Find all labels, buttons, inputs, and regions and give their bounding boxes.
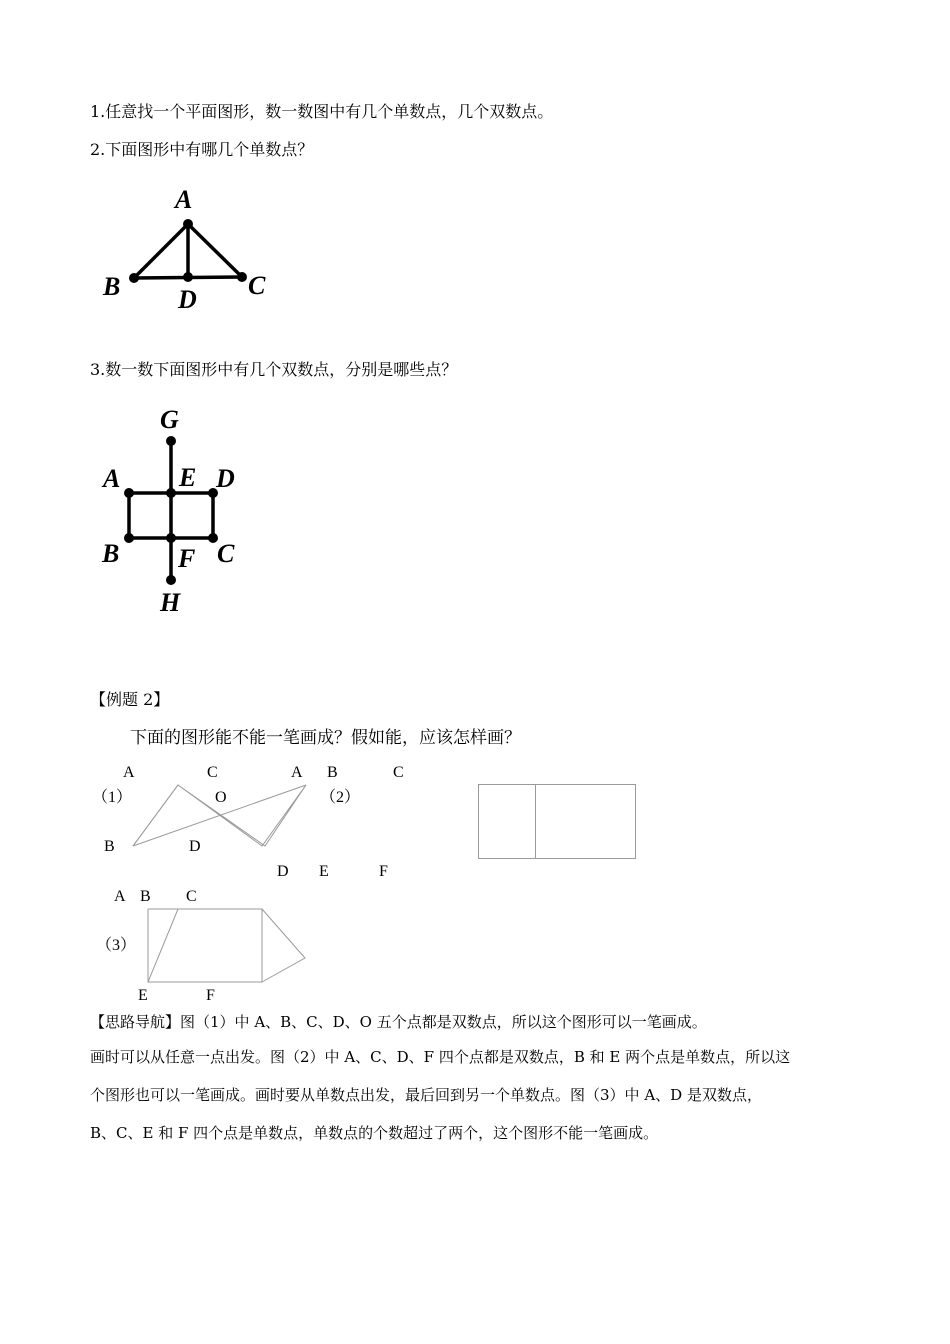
fig1-label-b: B xyxy=(103,272,121,301)
fig2-label-f: F xyxy=(178,544,196,573)
sub1-number: （1） xyxy=(92,789,133,806)
sub2-number: （2） xyxy=(320,789,361,806)
sub1-label-c: C xyxy=(207,764,218,781)
fig2-label-g: G xyxy=(160,405,179,434)
question-2: 2.下面图形中有哪几个单数点？ xyxy=(90,140,314,159)
sub2-label-c: C xyxy=(393,764,404,781)
fig2-label-h: H xyxy=(160,588,181,617)
guide-line-4: B、C、E 和 F 四个点是单数点，单数点的个数超过了两个，这个图形不能一笔画成。 xyxy=(90,1124,659,1142)
sub2-label-f: F xyxy=(379,863,388,880)
sub1-label-a: A xyxy=(123,764,135,781)
fig2-label-a: A xyxy=(103,464,121,493)
sub3-label-c: C xyxy=(186,888,197,905)
sub3-number: （3） xyxy=(96,937,137,954)
example-question: 下面的图形能不能一笔画成？假如能，应该怎样画？ xyxy=(130,728,521,748)
fig2-label-d: D xyxy=(216,464,235,493)
sub2-label-b: B xyxy=(327,764,338,781)
sub3-label-a: A xyxy=(114,888,126,905)
fig2-label-c: C xyxy=(217,539,235,568)
sub3-label-b: B xyxy=(140,888,151,905)
fig2-label-b: B xyxy=(102,539,120,568)
sub2-label-d: D xyxy=(277,863,289,880)
sub1-label-d: D xyxy=(189,838,201,855)
sub3-label-e: E xyxy=(138,987,148,1004)
guide-line-2: 画时可以从任意一点出发。图（2）中 A、C、D、F 四个点都是双数点，B 和 E 两个点是单数点，所以这 xyxy=(90,1048,791,1066)
fig1-label-c: C xyxy=(248,271,266,300)
fig1-label-a: A xyxy=(175,185,193,214)
question-1: 1.任意找一个平面图形，数一数图中有几个单数点，几个双数点。 xyxy=(90,102,554,121)
example-title: 【例题 2】 xyxy=(90,690,170,709)
guide-line-3: 个图形也可以一笔画成。画时要从单数点出发，最后回到另一个单数点。图（3）中 A、D 是双数点， xyxy=(90,1086,762,1104)
sub1-label-o: O xyxy=(215,789,227,806)
sub1-label-b: B xyxy=(104,838,115,855)
question-3: 3.数一数下面图形中有几个双数点，分别是哪些点？ xyxy=(90,360,458,379)
sub2-label-a: A xyxy=(291,764,303,781)
sub3-label-f: F xyxy=(206,987,215,1004)
fig2-label-e: E xyxy=(179,463,197,492)
fig1-label-d: D xyxy=(178,285,197,314)
sub2-label-e: E xyxy=(319,863,329,880)
guide-line-1: 【思路导航】图（1）中 A、B、C、D、O 五个点都是双数点，所以这个图形可以一笔画成。 xyxy=(90,1013,707,1031)
